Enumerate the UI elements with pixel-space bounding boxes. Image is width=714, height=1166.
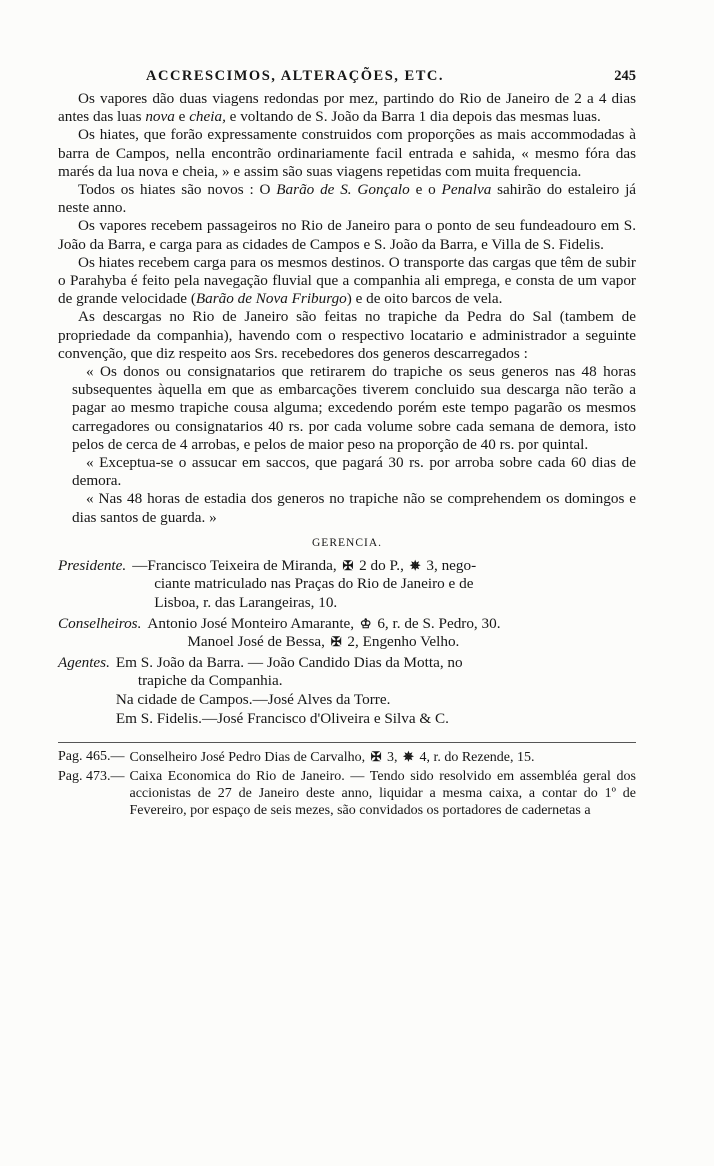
quote-domingos: « Nas 48 horas de estadia dos generos no trapiche não se comprehendem os domingos e dias santos de guarda. » xyxy=(72,490,636,526)
cross-icon: ✠ xyxy=(370,749,382,765)
page-number: 245 xyxy=(614,68,636,84)
page-notes xyxy=(58,749,636,819)
presidente-row: Presidente. —Francisco Teixeira de Miranda, ✠ 2 do P., ✵ 3, nego- ciante matriculado nas Praças do Rio de Janeiro e de Lisboa, r. das Larangeiras, 10. xyxy=(58,556,477,612)
quote-donos: « Os donos ou consignatarios que retirarem do trapiche os seus generos nas 48 horas subsequentes àquella em que as embarcações tiverem concluido sua descarga não terão a pagar ao mesmo trapiche cousa alguma; excedendo porém este tempo pagarão os mesmos carregadores ou consignatarios 40 rs. por cada volume sobre cada semana de demora, isto pelos de cerca de 4 arrobas, e pelos de maior peso na proporção de 40 rs. por quintal. xyxy=(72,363,636,453)
note-473: Pag. 473.— Caixa Economica do Rio de Janeiro. — Tendo sido resolvido em assembléa geral dos accionistas de 27 de Janeiro deste anno, liquidar a mesma caixa, a contar do 1º de Fevereiro, por espaço de seis mezes, são convidados os portadores de cadernetas a xyxy=(58,769,636,818)
conselheiros-label: Conselheiros. xyxy=(58,614,142,632)
running-title: ACCRESCIMOS, ALTERAÇÕES, ETC. xyxy=(146,68,444,84)
agentes-row: Agentes. Em S. João da Barra. — João Candido Dias da Motta, no trapiche da Companhia. Na cidade de Campos.—José Alves da Torre. Em S. Fidelis.—José Francisco d'Oliveira e Silva & C. xyxy=(58,653,463,727)
paragraph-vapores-viagens: Os vapores dão duas viagens redondas por mez, partindo do Rio de Janeiro de 2 a 4 dias antes das luas nova e cheia, e voltando de S. João da Barra 1 dia depois das mesmas luas. xyxy=(58,90,636,126)
paragraph-hiates-novos: Todos os hiates são novos : O Barão de S. Gonçalo e o Penalva sahirão do estaleiro já neste anno. xyxy=(58,181,637,217)
paragraph-hiates: Os hiates, que forão expressamente construidos com proporções as mais accommodadas à barra de Campos, nella encontrão ordinariamente facil entrada e sahida, « mesmo fóra das marés da lua nova e cheia, » e assim são suas viagens repetidas com muita frequencia. xyxy=(58,126,636,180)
document-page xyxy=(58,68,636,821)
running-head xyxy=(58,68,636,90)
divider xyxy=(58,742,636,743)
cross-icon: ✠ xyxy=(342,557,354,573)
body-text xyxy=(58,90,636,527)
agentes-label: Agentes. xyxy=(58,653,110,671)
conselheiros-row: Conselheiros. Antonio José Monteiro Amarante, ♔ 6, r. de S. Pedro, 30. Manoel José de Bessa, ✠ 2, Engenho Velho. xyxy=(58,614,501,651)
presidente-label: Presidente. xyxy=(58,556,127,574)
paragraph-descargas: As descargas no Rio de Janeiro são feitas no trapiche da Pedra do Sal (tambem de propriedade da companhia), havendo com o respectivo locatario e administrador a seguinte convenção, que diz respeito aos Srs. recebedores dos generos descarregados : xyxy=(58,308,636,362)
star-icon: ✵ xyxy=(403,749,414,765)
note-465: Pag. 465.— Conselheiro José Pedro Dias de Carvalho, ✠ 3, ✵ 4, r. do Rezende, 15. xyxy=(58,749,535,766)
star-icon: ✵ xyxy=(409,557,421,573)
cross-icon: ✠ xyxy=(330,634,342,650)
gerencia-roster xyxy=(58,557,636,728)
paragraph-passageiros: Os vapores recebem passageiros no Rio de Janeiro para o ponto de seu fundeadouro em S. João da Barra, e carga para as cidades de Campos e S. João da Barra, e Villa de S. Fidelis. xyxy=(58,217,636,253)
gerencia-title: GERENCIA. xyxy=(311,536,382,549)
quote-assucar: « Exceptua-se o assucar em saccos, que pagará 30 rs. por arroba sobre cada 60 dias de demora. xyxy=(72,454,636,490)
paragraph-parahyba: Os hiates recebem carga para os mesmos destinos. O transporte das cargas que têm de subir o Parahyba é feito pela navegação fluvial que a companhia ali emprega, e consta de um vapor de grande velocidade (Barão de Nova Friburgo) e de oito barcos de vela. xyxy=(58,253,636,308)
crown-cross-icon: ♔ xyxy=(359,615,372,631)
